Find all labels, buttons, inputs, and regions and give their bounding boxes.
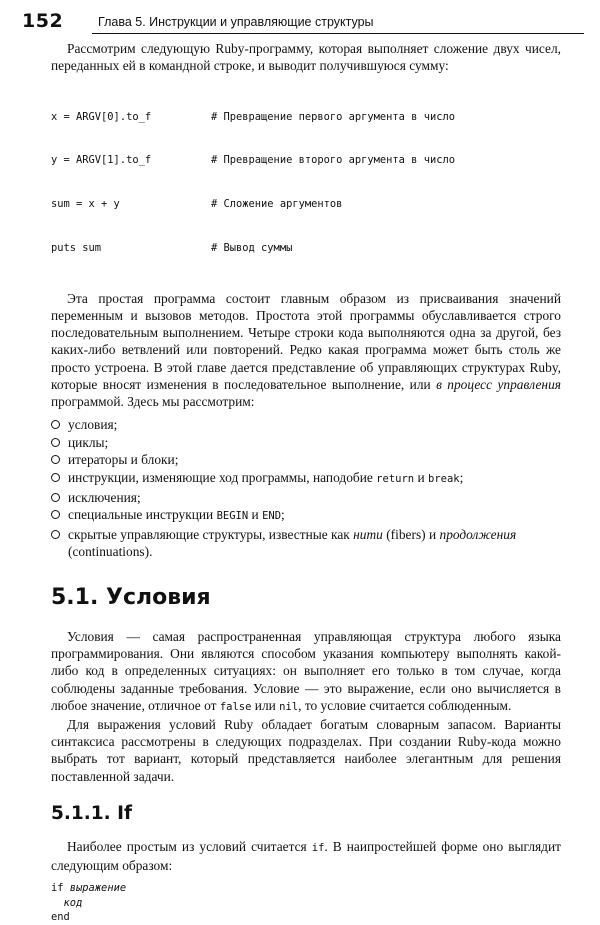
paragraph-text: Условия — самая распространенная управляющая структура любого языка программирования. Они являются способом указания компьютеру выполнять какой-либо код в определенных ситуациях: он выполняет его только в том случае, когда соблюдены заданные требования. Условие — это выражение, если оно вычисляется в любое значение, отличное от: [51, 628, 561, 713]
paragraph-text: Наиболее простым из условий считается: [67, 838, 307, 854]
page-header: [18, 6, 584, 38]
list-item: [51, 526, 561, 561]
list-item-text: (continuations).: [68, 544, 153, 560]
list-item-text: условия;: [68, 417, 118, 433]
if-paragraph: [51, 838, 561, 874]
list-item: [51, 489, 561, 507]
bullet-circle-icon: [51, 510, 60, 519]
list-item-text: (fibers) и: [386, 526, 437, 542]
code-comment: # Превращение первого аргумента в число: [211, 110, 455, 123]
bullet-circle-icon: [51, 455, 60, 464]
list-item: [51, 451, 561, 469]
intro-paragraph: Рассмотрим следующую Ruby-программу, которая выполняет сложение двух чисел, переданных ей в командной строке, и выводит получившуюся сумму:: [51, 41, 561, 74]
inline-code: false: [219, 700, 252, 713]
code-statement: sum = x + y: [51, 198, 120, 211]
bullet-circle-icon: [51, 473, 60, 482]
inline-code: END: [262, 510, 282, 523]
list-item-text: скрытые управляющие структуры, известные как: [68, 526, 350, 542]
list-item-text: специальные инструкции: [68, 507, 214, 523]
page-number: 152: [22, 10, 64, 32]
inline-code: BEGIN: [216, 510, 249, 523]
code-line: [51, 241, 561, 256]
topics-list: [51, 416, 561, 561]
syntax-paragraph: Для выражения условий Ruby обладает богатым словарным запасом. Варианты синтаксиса рассмотрены в следующих подразделах. При создании Ruby-кода можно выбрать тот вариант, который представляется наиболее элегантным для решения поставленной задачи.: [51, 716, 561, 784]
list-item: [51, 416, 561, 434]
code-placeholder: выражение: [69, 882, 127, 895]
bullet-circle-icon: [51, 420, 60, 429]
bullet-circle-icon: [51, 530, 60, 539]
list-item-text: исключения;: [68, 489, 141, 505]
code-comment: # Вывод суммы: [211, 241, 293, 254]
list-item-emphasis: продолжения: [439, 526, 517, 542]
explanation-paragraph: [51, 290, 561, 410]
code-line: [51, 110, 561, 125]
header-rule: [92, 33, 584, 34]
explanation-text: Эта простая программа состоит главным образом из присваивания значений переменным и вызовов методов. Простота этой программы обуславливается строго последовательным выполнением. Четыре строки кода выполняются одна за другой, без каких-либо ветвлений или повторений. Редко какая программа может быть столь же просто устроена. В этой главе дается представление об управляющих структурах Ruby, которые вносят изменения в последовательное выполнение, или: [51, 290, 561, 392]
explanation-emphasis: в процесс управления: [436, 376, 561, 392]
inline-code: nil: [279, 700, 299, 713]
list-item: [51, 506, 561, 526]
list-item-text: инструкции, изменяющие ход программы, наподобие: [68, 469, 373, 485]
code-placeholder: код: [63, 896, 83, 909]
code-statement: x = ARGV[0].to_f: [51, 110, 152, 123]
inline-code: break: [428, 472, 460, 485]
code-example: [51, 80, 561, 284]
inline-code: return: [376, 472, 415, 485]
list-item-text: ;: [281, 507, 285, 523]
list-item-text: циклы;: [68, 434, 109, 450]
list-item-text: ;: [459, 469, 464, 485]
page-body: [51, 40, 561, 925]
running-title: Глава 5. Инструкции и управляющие структуры: [98, 15, 374, 29]
code-line: [51, 197, 561, 212]
list-item: [51, 469, 561, 489]
code-line: [51, 153, 561, 168]
code-comment: # Превращение второго аргумента в число: [211, 154, 455, 167]
paragraph-text: , то условие считается соблюденным.: [298, 697, 512, 713]
subsection-heading: 5.1.1. If: [51, 802, 133, 824]
list-item: [51, 434, 561, 452]
code-keyword: end: [51, 911, 70, 924]
list-item-text: итераторы и блоки;: [68, 452, 179, 468]
code-keyword: if: [51, 882, 64, 895]
if-syntax-code: [51, 881, 561, 925]
bullet-circle-icon: [51, 438, 60, 447]
section-heading: 5.1. Условия: [51, 584, 211, 610]
paragraph-text: или: [254, 697, 276, 713]
conditions-paragraph: [51, 628, 561, 716]
inline-code: if: [311, 841, 325, 854]
list-item-emphasis: нити: [353, 526, 383, 542]
list-item-text: и: [251, 507, 259, 523]
list-item-text: и: [417, 469, 425, 485]
paragraph-text: . В наипростейшей форме оно выглядит следующим образом:: [51, 838, 561, 873]
explanation-text-end: программой. Здесь мы рассмотрим:: [51, 393, 255, 409]
code-comment: # Сложение аргументов: [211, 198, 343, 211]
bullet-circle-icon: [51, 493, 60, 502]
code-statement: y = ARGV[1].to_f: [51, 154, 152, 167]
code-statement: puts sum: [51, 241, 102, 254]
